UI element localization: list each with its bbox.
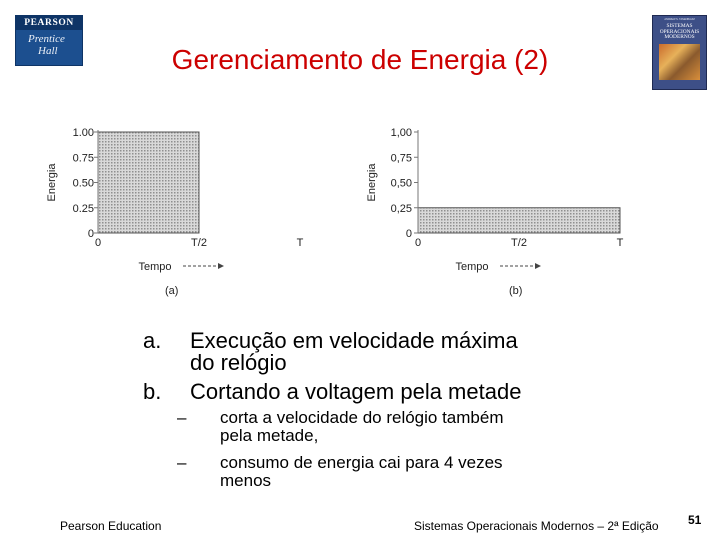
book-author: ANDREW S. TANENBAUM [664, 18, 695, 21]
item-b-line1: Cortando a voltagem pela metade [190, 379, 522, 404]
y-tick-label: 0 [87, 228, 94, 240]
energy-area [98, 132, 199, 233]
item-b-marker: b. [143, 379, 162, 404]
item-a-line2: do relógio [190, 350, 287, 375]
footer-publisher: Pearson Education [60, 519, 162, 533]
y-axis-label: Energia [46, 163, 58, 202]
x-tick-label: T [616, 237, 624, 249]
x-axis-label: Tempo [138, 261, 172, 273]
y-tick-label: 1.00 [72, 127, 94, 139]
energy-area [418, 208, 620, 233]
x-tick-label: 0 [94, 237, 102, 249]
y-tick-label: 0 [405, 228, 412, 240]
book-title: SISTEMAS OPERACIONAIS MODERNOS [659, 23, 700, 41]
item-a-marker: a. [143, 328, 162, 353]
y-tick-label: 0,50 [390, 177, 412, 190]
footer-book-title: Sistemas Operacionais Modernos – 2ª Edição [414, 519, 659, 533]
y-tick-label: 0,75 [390, 152, 412, 165]
y-tick-label: 0,25 [390, 202, 412, 215]
x-axis-arrow-head [535, 263, 541, 269]
logo-line1: PEARSON [16, 16, 82, 30]
y-tick-label: 0.25 [72, 202, 94, 215]
x-axis-label: Tempo [455, 261, 489, 273]
subitem-1-marker: – [177, 408, 187, 427]
slide-title: Gerenciamento de Energia (2) [171, 44, 549, 75]
subitem-2-line2: menos [220, 471, 272, 490]
x-tick-label: T/2 [511, 237, 527, 249]
logo-line2: Prentice [28, 33, 65, 45]
x-tick-label: T [296, 237, 304, 249]
subitem-2-marker: – [177, 453, 187, 472]
y-tick-label: 0.50 [72, 177, 94, 190]
x-tick-label: T/2 [191, 237, 207, 249]
panel-label: (b) [509, 285, 523, 297]
y-axis-label: Energia [366, 163, 378, 202]
subitem-1-line1: corta a velocidade do relógio também [220, 408, 504, 427]
subitem-1-line2: pela metade, [220, 426, 319, 445]
page-number: 51 [688, 513, 702, 527]
y-tick-label: 1,00 [390, 127, 412, 139]
x-axis-arrow-head [218, 263, 224, 269]
subitem-2-line1: consumo de energia cai para 4 vezes [220, 453, 503, 472]
item-a-line1: Execução em velocidade máxima [190, 328, 518, 353]
y-tick-label: 0.75 [72, 152, 94, 165]
x-tick-label: 0 [414, 237, 422, 249]
panel-label: (a) [165, 285, 179, 297]
logo-line3: Hall [38, 45, 58, 57]
